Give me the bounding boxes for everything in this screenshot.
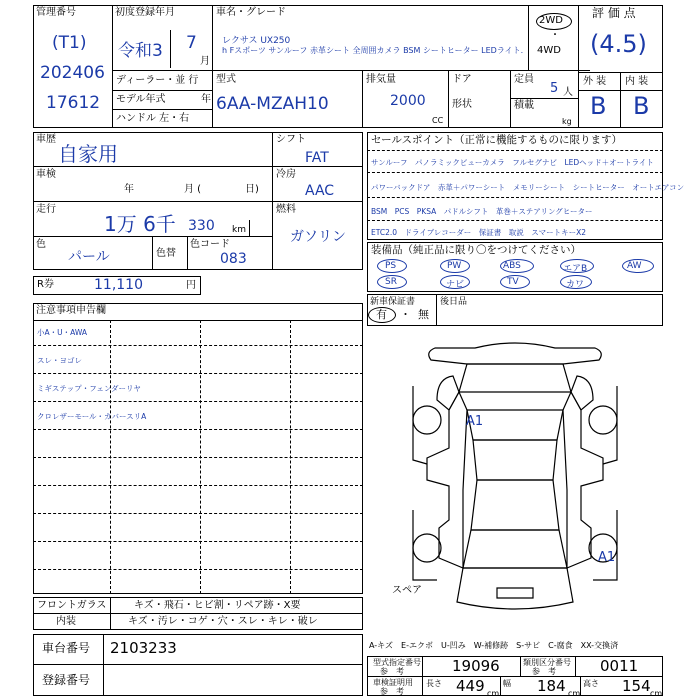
first-reg-label: 初度登録年月 bbox=[115, 7, 175, 18]
notes-section bbox=[33, 303, 363, 594]
height-unit: cm bbox=[650, 689, 663, 698]
capacity-unit: 人 bbox=[563, 87, 573, 98]
note-line: クロレザーモール・カバースリA bbox=[37, 412, 147, 421]
exterior-label: 外 装 bbox=[583, 76, 607, 87]
displacement-label: 排気量 bbox=[366, 74, 396, 85]
mgmt-lot: 17612 bbox=[46, 93, 101, 113]
first-reg-era: 令和3 bbox=[118, 41, 163, 61]
reg-label: 登録番号 bbox=[42, 673, 91, 687]
equip-airbag[interactable]: エアB bbox=[563, 264, 588, 274]
color-value: パール bbox=[68, 249, 110, 265]
height-value: 154 bbox=[622, 677, 651, 695]
shift-label: シフト bbox=[276, 134, 306, 145]
history-value: 自家用 bbox=[58, 142, 118, 166]
color-code-value: 083 bbox=[220, 251, 247, 267]
inspection-day: 日) bbox=[245, 184, 259, 195]
cert-label: 車検証明用 bbox=[373, 678, 413, 687]
inspection-label: 車検 bbox=[36, 169, 56, 180]
equip-leather[interactable]: カワ bbox=[566, 280, 585, 290]
shape-label: 形状 bbox=[452, 99, 472, 110]
damage-mark-rear: A1 bbox=[598, 550, 616, 565]
mileage-label: 走行 bbox=[36, 204, 56, 215]
type-designation-label: 型式指定番号 bbox=[373, 658, 421, 667]
mgmt-code: (T1) bbox=[52, 33, 87, 53]
equip-ps[interactable]: PS bbox=[385, 261, 397, 271]
recycle-value: 11,110 bbox=[94, 277, 143, 293]
equip-navi[interactable]: ナビ bbox=[446, 280, 465, 290]
type-label: 型式 bbox=[216, 74, 236, 85]
displacement-value: 2000 bbox=[390, 93, 426, 109]
load-unit: kg bbox=[562, 117, 572, 126]
type-designation-value: 19096 bbox=[452, 657, 500, 675]
category-label: 類別区分番号 bbox=[523, 658, 571, 667]
note-line: スレ・ヨゴレ bbox=[37, 356, 82, 365]
interior-cond-value: キズ・汚レ・コゲ・穴・スレ・キレ・破レ bbox=[128, 616, 318, 627]
equip-pw[interactable]: PW bbox=[447, 261, 462, 271]
category-value: 0011 bbox=[600, 657, 639, 675]
equip-tv[interactable]: TV bbox=[507, 277, 519, 287]
length-value: 449 bbox=[456, 677, 485, 695]
mgmt-label: 管理番号 bbox=[36, 7, 76, 18]
sales-point-line: サンルーフ パノラミックビューカメラ フルセグナビ LEDヘッド＋オートライト bbox=[371, 158, 654, 167]
warranty-label: 新車保証書 bbox=[370, 297, 416, 307]
grade-label: 評 価 点 bbox=[592, 6, 636, 20]
car-label: 車名・グレード bbox=[216, 7, 286, 18]
drive-4wd[interactable]: 4WD bbox=[537, 45, 561, 56]
note-line: 小A・U・AWA bbox=[37, 328, 87, 337]
color-label: 色 bbox=[36, 239, 46, 250]
warranty-no[interactable]: 無 bbox=[418, 308, 429, 321]
model-year-label: モデル年式 bbox=[116, 94, 166, 105]
inspection-month: 月 ( bbox=[184, 184, 202, 195]
mgmt-number: 202406 bbox=[40, 63, 105, 83]
handle-label: ハンドル 左・右 bbox=[116, 113, 190, 124]
equip-sr[interactable]: SR bbox=[385, 277, 397, 287]
front-glass-label: フロントガラス bbox=[37, 600, 107, 611]
length-unit: cm bbox=[487, 689, 500, 698]
door-label: ドア bbox=[452, 74, 472, 85]
recycle-label: R券 bbox=[37, 279, 54, 290]
equip-abs[interactable]: ABS bbox=[503, 261, 521, 271]
equip-aw[interactable]: AW bbox=[627, 261, 642, 271]
displacement-unit: CC bbox=[432, 116, 444, 125]
mileage-unit: km bbox=[232, 225, 246, 235]
type-value: 6AA-MZAH10 bbox=[216, 94, 329, 114]
model-year-unit: 年 bbox=[201, 94, 211, 105]
sales-points-title: セールスポイント（正常に機能するものに限ります） bbox=[371, 134, 623, 146]
color-change-label: 色替 bbox=[156, 248, 176, 259]
mileage-value: 1万 6千 bbox=[104, 212, 176, 236]
cooling-label: 冷房 bbox=[276, 169, 296, 180]
length-label: 長さ bbox=[426, 679, 442, 688]
sales-point-line: ETC2.0 ドライブレコーダー 保証書 取説 スマートキーX2 bbox=[371, 228, 587, 237]
damage-legend: A-キズ E-エクボ U-凹み W-補修跡 S-サビ C-腐食 XX-交換済 bbox=[369, 641, 619, 650]
capacity-label: 定員 bbox=[514, 74, 534, 85]
width-unit: cm bbox=[568, 689, 581, 698]
height-label: 高さ bbox=[583, 679, 599, 688]
interior-cond-label: 内装 bbox=[56, 616, 76, 627]
history-label: 車歴 bbox=[36, 134, 56, 145]
equipment-title: 装備品（純正品に限り〇をつけてください） bbox=[371, 244, 581, 256]
later-label: 後日品 bbox=[440, 297, 468, 307]
type-designation-ref: 参 考 bbox=[380, 667, 404, 676]
width-value: 184 bbox=[537, 677, 566, 695]
capacity-value: 5 bbox=[550, 81, 559, 96]
mileage-extra: 330 bbox=[188, 218, 215, 234]
car-name: レクサス UX250 bbox=[222, 36, 291, 46]
note-line: ミギステップ・フェンダーリヤ bbox=[37, 384, 141, 393]
cooling-value: AAC bbox=[305, 183, 335, 199]
spare-label: スペア bbox=[392, 585, 422, 596]
exterior-value: B bbox=[590, 92, 607, 120]
chassis-label: 車台番号 bbox=[42, 641, 91, 655]
category-ref: 参 考 bbox=[532, 667, 556, 676]
car-grade: h Fスポーツ サンルーフ 赤革シート 全周囲カメラ BSM シートヒーター LEDライト. bbox=[222, 46, 524, 55]
inspection-year: 年 bbox=[124, 184, 134, 195]
drive-2wd[interactable]: 2WD bbox=[539, 15, 563, 26]
fuel-value: ガソリン bbox=[290, 229, 346, 245]
warranty-yes[interactable]: 有 bbox=[376, 308, 387, 321]
damage-mark-front: A1 bbox=[466, 414, 484, 429]
width-label: 幅 bbox=[503, 679, 511, 688]
cert-ref: 参 考 bbox=[380, 687, 404, 696]
sales-point-line: パワーバックドア 赤革＋パワーシート メモリーシート シートヒーター オートエアコン bbox=[371, 183, 685, 192]
first-reg-month: 7 bbox=[186, 33, 197, 53]
chassis-value: 2103233 bbox=[110, 639, 177, 657]
warranty-sep: ・ bbox=[400, 308, 411, 321]
sales-point-line: BSM PCS PKSA パドルシフト 革巻＋ステアリングヒーター bbox=[371, 207, 593, 216]
shift-value: FAT bbox=[305, 150, 329, 166]
color-code-label: 色コード bbox=[190, 239, 230, 250]
fuel-label: 燃料 bbox=[276, 204, 296, 215]
dealer-label: ディーラー・並 行 bbox=[116, 75, 199, 86]
interior-value: B bbox=[633, 92, 650, 120]
grade-value: (4.5) bbox=[590, 30, 647, 58]
month-unit: 月 bbox=[200, 56, 210, 67]
load-label: 積載 bbox=[514, 100, 534, 111]
interior-label: 内 装 bbox=[625, 76, 649, 87]
recycle-unit: 円 bbox=[186, 280, 196, 291]
drive-dot: ・ bbox=[550, 30, 560, 41]
front-glass-value: キズ・飛石・ヒビ割・リペア跡・X要 bbox=[134, 600, 301, 611]
notes-title: 注意事項申告欄 bbox=[36, 305, 106, 316]
